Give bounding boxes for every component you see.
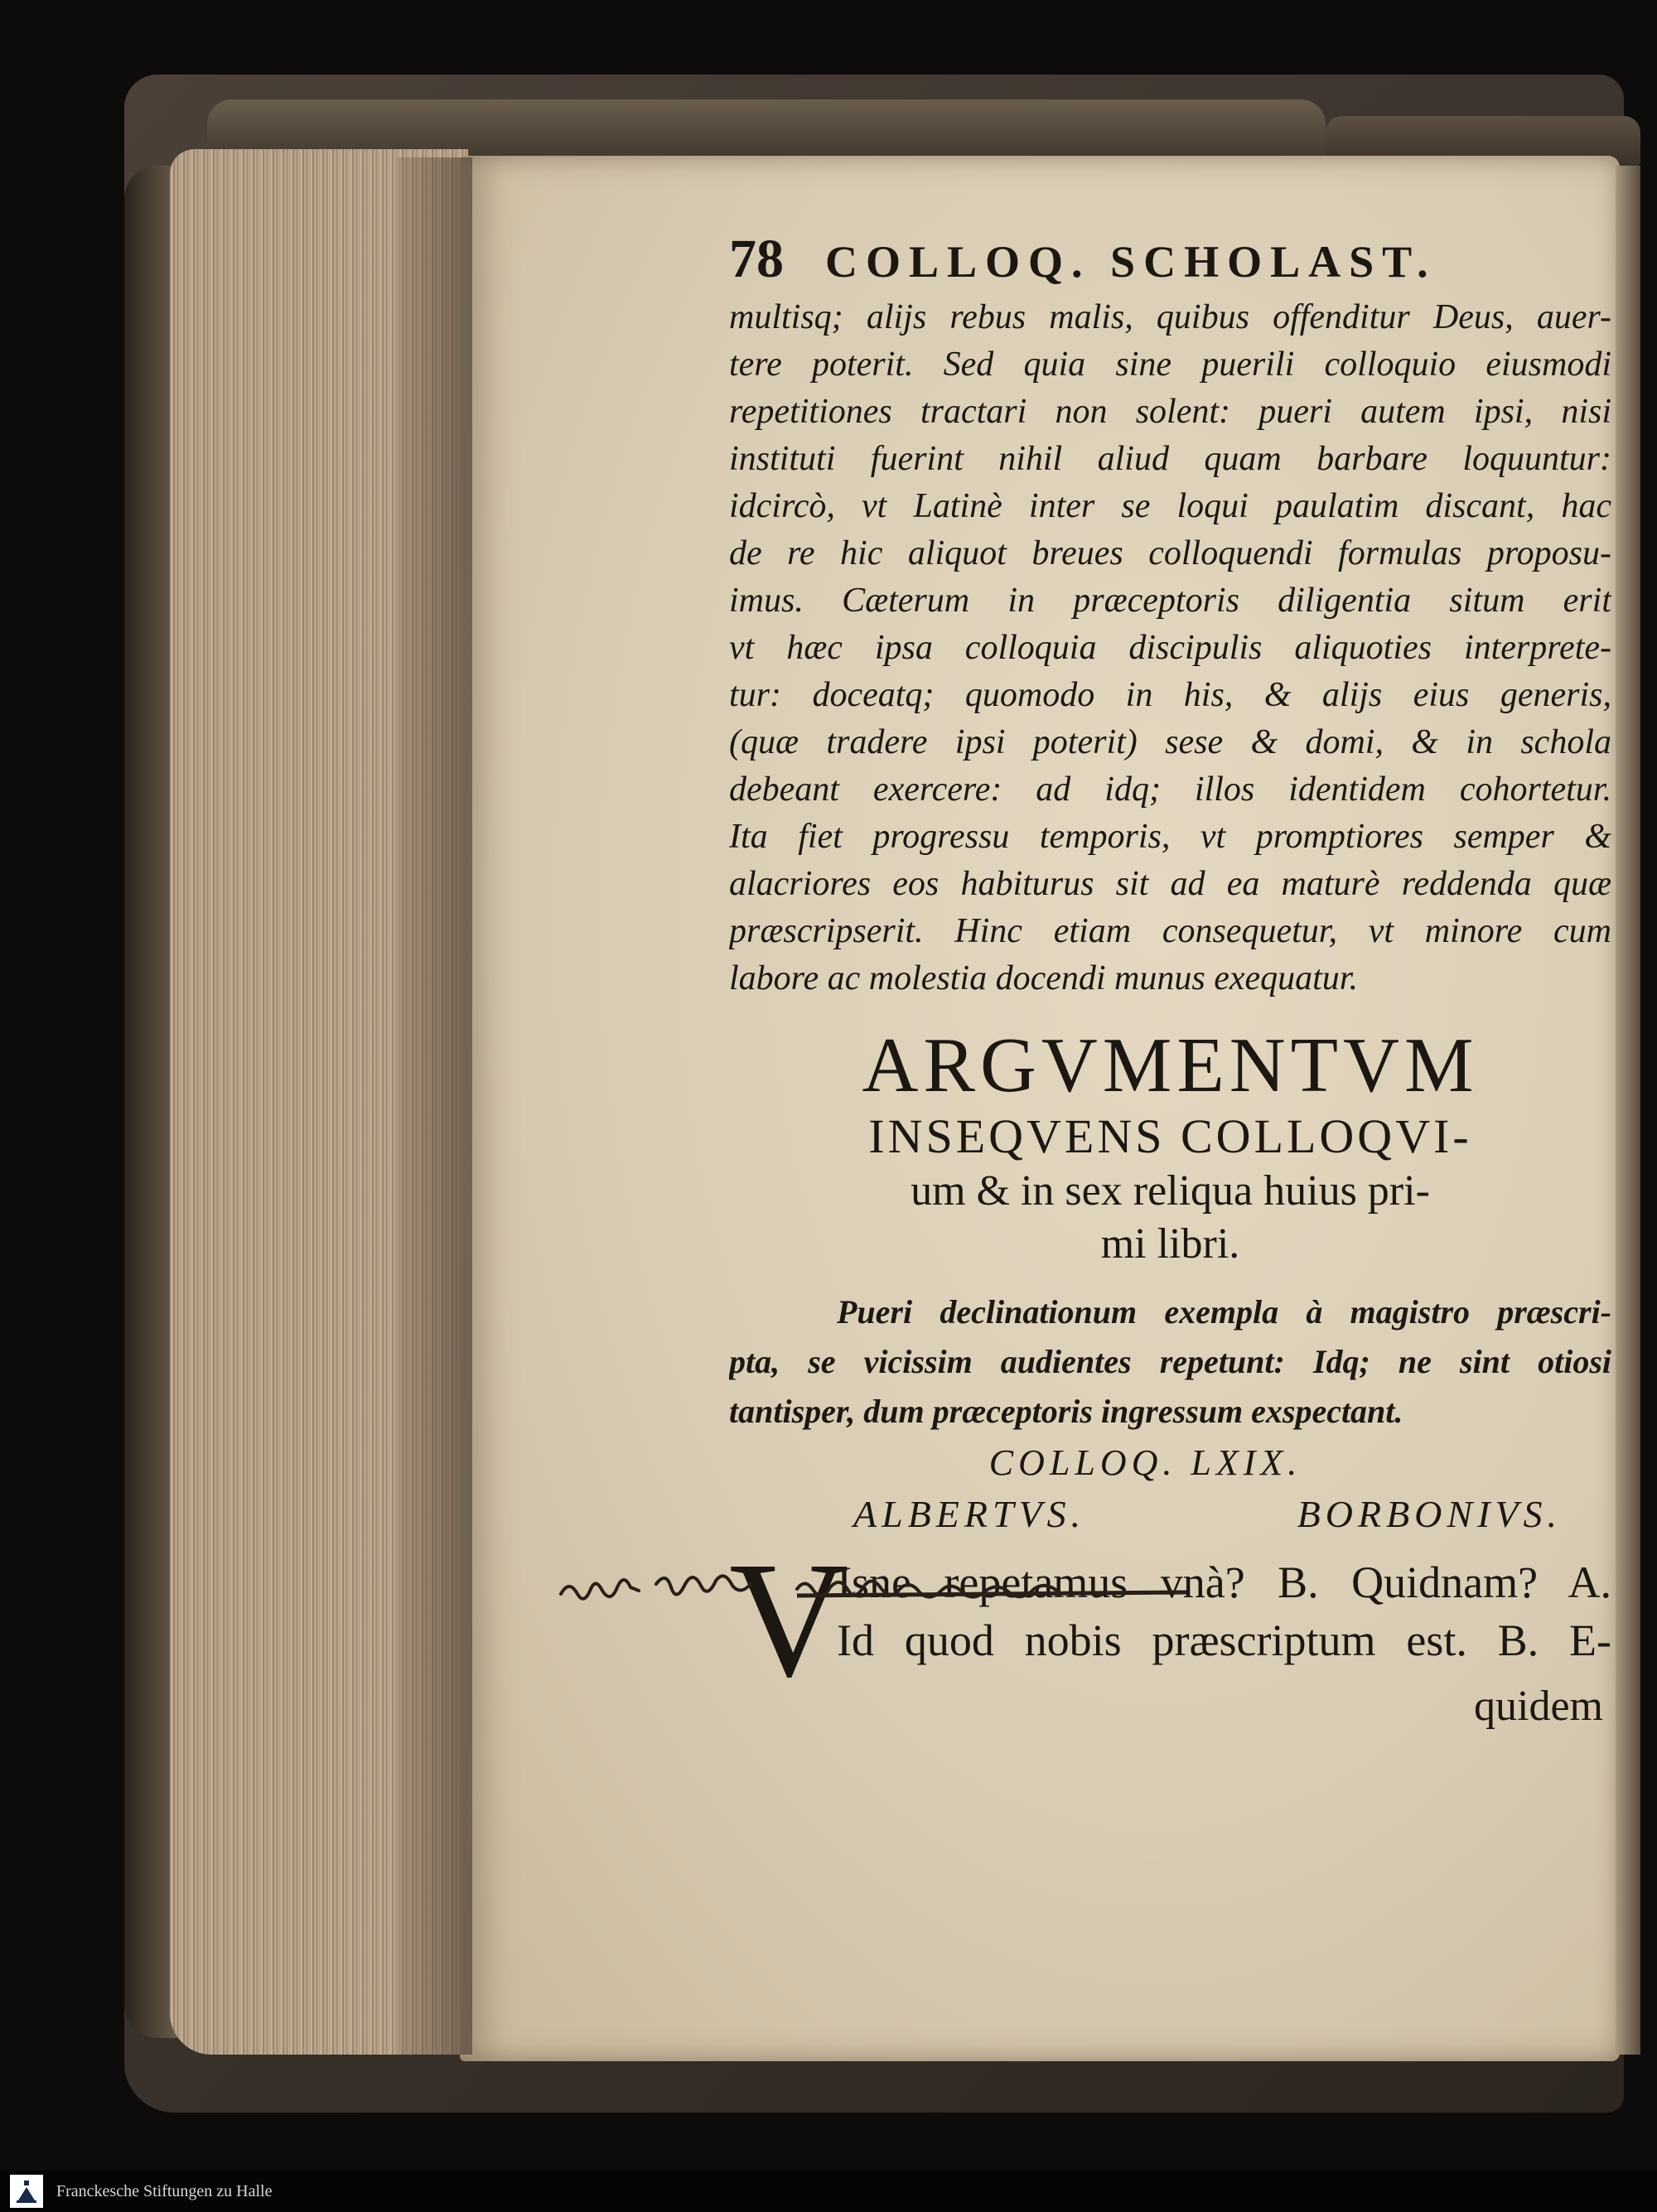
body-line: Ita fiet progressu temporis, vt promptiores semper & [729, 818, 1611, 856]
catchword: quidem [1474, 1683, 1603, 1730]
argument-subheading: INSEQVENS COLLOQVI- [868, 1109, 1472, 1163]
speaker-right: BORBONIVS. [1297, 1493, 1562, 1535]
drop-cap: V [729, 1529, 849, 1712]
body-line: (quæ tradere ipsi poterit) sese & domi, & in schola [729, 723, 1611, 761]
page-number: 78 [729, 229, 784, 289]
body-line: imus. Cæterum in præceptoris diligentia situm erit [729, 582, 1611, 620]
handwritten-annotation [557, 1559, 1286, 1625]
gutter-shadow [398, 157, 472, 2055]
body-line: vt hæc ipsa colloquia discipulis aliquoties interprete- [729, 629, 1611, 667]
argument-subheading: um & in sex reliqua huius pri- [911, 1167, 1430, 1215]
body-line: tur: doceatq; quomodo in his, & alijs eius generis, [729, 676, 1611, 714]
running-title: COLLOQ. SCHOLAST. [825, 237, 1437, 287]
colloquy-number: COLLOQ. LXIX. [988, 1442, 1302, 1483]
dialogue-line: Isne repetamus vnà? B. Quidnam? A. [837, 1558, 1611, 1607]
body-line: debeant exercere: ad idq; illos identidem cohortetur. [729, 770, 1611, 809]
argument-heading: ARGVMENTVM [862, 1022, 1479, 1108]
body-line: de re hic aliquot breues colloquendi formulas proposu- [729, 534, 1611, 572]
summary-line: tantisper, dum præceptoris ingressum exspectant. [729, 1393, 1403, 1430]
body-line: repetitiones tractari non solent: pueri autem ipsi, nisi [729, 393, 1611, 431]
argument-subheading: mi libri. [1100, 1220, 1240, 1268]
running-head [729, 228, 1611, 294]
page-right-edge [1616, 166, 1640, 2055]
summary-line: pta, se vicissim audientes repetunt: Idq; ne sint otiosi [729, 1343, 1611, 1380]
body-line: alacriores eos habiturus sit ad ea maturè reddenda quæ [729, 865, 1611, 903]
speaker-left: ALBERTVS. [853, 1493, 1086, 1535]
summary-line: Pueri declinationum exempla à magistro præscri- [837, 1293, 1611, 1331]
body-line: labore ac molestia docendi munus exequatur. [729, 959, 1358, 997]
body-line: tere poterit. Sed quia sine puerili colloquio eiusmodi [729, 345, 1611, 384]
body-line: idcircò, vt Latinè inter se loqui paulatim discant, hac [729, 487, 1611, 525]
footer-bar [0, 2171, 1657, 2212]
dialogue-line: Id quod nobis præscriptum est. B. E- [837, 1616, 1611, 1665]
franckesche-stiftungen-logo-icon [10, 2175, 43, 2208]
speaker-names [729, 1490, 1611, 1539]
body-line: instituti fuerint nihil aliud quam barbare loquuntur: [729, 440, 1611, 478]
body-line: multisq; alijs rebus malis, quibus offenditur Deus, auer- [729, 298, 1611, 336]
institution-name: Franckesche Stiftungen zu Halle [56, 2181, 273, 2200]
page-text [729, 228, 1611, 1753]
body-line: præscripserit. Hinc etiam consequetur, vt minore cum [729, 912, 1611, 950]
